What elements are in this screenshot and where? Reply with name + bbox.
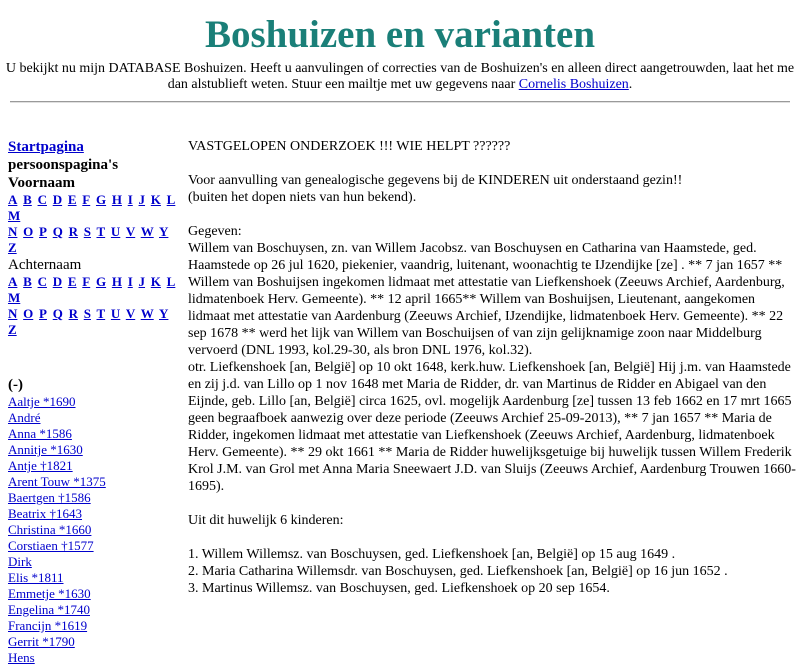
- person-link[interactable]: Beatrix †1643: [8, 506, 83, 521]
- person-link[interactable]: Francijn *1619: [8, 618, 88, 633]
- request-line-1: Voor aanvulling van genealogische gegevens bij de KINDEREN uit onderstaand gezin!!: [188, 173, 683, 188]
- achternaam-letter-t[interactable]: T: [96, 306, 106, 321]
- person-link[interactable]: Corstiaen †1577: [8, 538, 94, 553]
- voornaam-letter-i[interactable]: I: [127, 192, 133, 207]
- voornaam-letter-u[interactable]: U: [110, 224, 121, 239]
- voornaam-letter-n[interactable]: N: [8, 224, 18, 239]
- achternaam-letter-m[interactable]: M: [8, 290, 21, 305]
- voornaam-letter-k[interactable]: K: [150, 192, 161, 207]
- intro-suffix: .: [628, 77, 633, 92]
- person-link[interactable]: Arent Touw *1375: [8, 474, 106, 489]
- achternaam-letter-u[interactable]: U: [110, 306, 121, 321]
- main-content: [188, 138, 800, 597]
- achternaam-letter-y[interactable]: Y: [159, 306, 169, 321]
- voornaam-letter-v[interactable]: V: [125, 224, 136, 239]
- name-list: [8, 394, 183, 666]
- achternaam-letter-p[interactable]: P: [39, 306, 47, 321]
- person-link[interactable]: Emmetje *1630: [8, 586, 91, 601]
- voornaam-letter-z[interactable]: Z: [8, 240, 17, 255]
- achternaam-letter-b[interactable]: B: [23, 274, 32, 289]
- headline: VASTGELOPEN ONDERZOEK !!! WIE HELPT ??????: [188, 139, 511, 154]
- voornaam-letter-t[interactable]: T: [96, 224, 106, 239]
- voornaam-heading: Voornaam: [8, 175, 75, 191]
- persoonspagina-heading: persoonspagina's: [8, 157, 119, 173]
- voornaam-letters-row1: [8, 192, 183, 224]
- person-link[interactable]: Anna *1586: [8, 426, 72, 441]
- voornaam-letter-f[interactable]: F: [82, 192, 91, 207]
- person-link[interactable]: Elis *1811: [8, 570, 64, 585]
- achternaam-letter-q[interactable]: Q: [52, 306, 63, 321]
- person-link[interactable]: Hens: [8, 650, 35, 665]
- person-link[interactable]: Engelina *1740: [8, 602, 90, 617]
- sidebar: [8, 138, 183, 666]
- person-link[interactable]: Annitje *1630: [8, 442, 83, 457]
- person-link[interactable]: Aaltje *1690: [8, 394, 76, 409]
- achternaam-letter-e[interactable]: E: [67, 274, 77, 289]
- voornaam-letter-j[interactable]: J: [138, 192, 146, 207]
- person-link[interactable]: Christina *1660: [8, 522, 92, 537]
- achternaam-heading: Achternaam: [8, 257, 82, 273]
- voornaam-letter-p[interactable]: P: [39, 224, 47, 239]
- child-item: 1. Willem Willemsz. van Boschuysen, ged. Liefkenshoek [an, België] op 15 aug 1649 .: [188, 547, 676, 562]
- achternaam-letter-s[interactable]: S: [83, 306, 91, 321]
- voornaam-letter-y[interactable]: Y: [159, 224, 169, 239]
- person-link[interactable]: Gerrit *1790: [8, 634, 75, 649]
- voornaam-letter-o[interactable]: O: [23, 224, 34, 239]
- intro-prefix: U bekijkt nu mijn DATABASE Boshuizen. Heeft u aanvulingen of correcties van de Boshuizen's en alleen direct aangetrouwden, laat het me dan alstublieft weten. Stuur een mailtje met uw gegevens naar: [5, 61, 795, 92]
- person-link[interactable]: Antje †1821: [8, 458, 73, 473]
- achternaam-letter-h[interactable]: H: [111, 274, 122, 289]
- achternaam-letter-c[interactable]: C: [37, 274, 47, 289]
- achternaam-letter-j[interactable]: J: [138, 274, 146, 289]
- voornaam-letter-e[interactable]: E: [67, 192, 77, 207]
- voornaam-letters-row2: [8, 224, 183, 256]
- intro-text: [0, 61, 800, 93]
- voornaam-letter-s[interactable]: S: [83, 224, 91, 239]
- voornaam-letter-w[interactable]: W: [140, 224, 154, 239]
- horizontal-rule: [10, 101, 790, 103]
- achternaam-letter-v[interactable]: V: [125, 306, 136, 321]
- child-item: 3. Martinus Willemsz. van Boschuysen, ged. Liefkenshoek op 20 sep 1654.: [188, 581, 610, 596]
- achternaam-letters-row2: [8, 306, 183, 338]
- name-list-heading: (-): [8, 377, 23, 393]
- voornaam-letter-g[interactable]: G: [95, 192, 107, 207]
- voornaam-letter-c[interactable]: C: [37, 192, 47, 207]
- achternaam-letter-k[interactable]: K: [150, 274, 161, 289]
- otr-text: otr. Liefkenshoek [an, België] op 10 okt 1648, kerk.huw. Liefkenshoek [an, België] Hij j.m. van Haamstede en zij j.d. van Lillo op 1 nov 1648 met Maria de Ridder, dr. van Martinus de Ridder en Abigael van den Eijnde, geb. Lillo [an, België] circa 1625, ovl. mogelijk Aardenburg [ze] tussen 13 feb 1662 en 17 mrt 1665 geen begraafboek aanwezig over deze periode (Zeeuws Archief 25-09-2013), ** 7 jan 1657 ** Maria de Ridder, ingekomen lidmaat met attestatie van Liefkenshoek (Zeeuws Archief, Aardenburg, lidmatenboek Herv. Gemeente). ** 29 okt 1661 ** Maria de Ridder huwelijksgetuige bij huwelijk tussen Willem Frederik Krol J.M. van Grol met Anna Maria Sneewaert J.D. van Sluijs (Zeeuws Archief, Aardenburg Trouwen 1660-1695).: [188, 360, 796, 494]
- achternaam-letter-o[interactable]: O: [23, 306, 34, 321]
- achternaam-letter-w[interactable]: W: [140, 306, 154, 321]
- person-link[interactable]: Dirk: [8, 554, 32, 569]
- request-line-2: (buiten het dopen niets van hun bekend).: [188, 190, 417, 205]
- gegeven-label: Gegeven:: [188, 224, 242, 239]
- voornaam-letter-r[interactable]: R: [68, 224, 78, 239]
- achternaam-letter-z[interactable]: Z: [8, 322, 17, 337]
- voornaam-letter-m[interactable]: M: [8, 208, 21, 223]
- site-title: Boshuizen en varianten: [204, 13, 596, 56]
- child-item: 2. Maria Catharina Willemsdr. van Boschuysen, ged. Liefkenshoek [an, België] op 16 jun 1652 .: [188, 564, 728, 579]
- achternaam-letter-a[interactable]: A: [8, 274, 18, 289]
- person-link[interactable]: André: [8, 410, 41, 425]
- achternaam-letter-g[interactable]: G: [95, 274, 107, 289]
- achternaam-letter-r[interactable]: R: [68, 306, 78, 321]
- voornaam-letter-a[interactable]: A: [8, 192, 18, 207]
- voornaam-letter-q[interactable]: Q: [52, 224, 63, 239]
- achternaam-letters-row1: [8, 274, 183, 306]
- gegeven-text: Willem van Boschuysen, zn. van Willem Jacobsz. van Boschuysen en Catharina van Haamstede, ged. Haamstede op 26 jul 1620, piekenier, vaandrig, luitenant, woonachtig te IJzendijke [ze] . ** 7 jan 1657 ** Willem van Boshuijsen ingekomen lidmaat met attestatie van Liefkenshoek (Zeeuws Archief, Aardenburg, lidmatenboek Herv. Gemeente). ** 12 april 1665** Willem van Boshuijsen, Lieutenant, aangekomen lidmaat met attestatie van Aardenburg (Zeeuws Archief, IJzendijke, lidmatenboek Herv. Gemeente). ** 22 sep 1678 ** werd het lijk van Willem van Boschuijsen of van zijn gelijknamige zoon naar Middelburg vervoerd (DNL 1993, kol.29-30, als bron DNL 1976, kol.32).: [188, 241, 785, 358]
- achternaam-letter-i[interactable]: I: [127, 274, 133, 289]
- voornaam-letter-d[interactable]: D: [52, 192, 63, 207]
- voornaam-letter-l[interactable]: L: [166, 192, 176, 207]
- achternaam-letter-f[interactable]: F: [82, 274, 91, 289]
- voornaam-letter-b[interactable]: B: [23, 192, 32, 207]
- startpagina-link[interactable]: Startpagina: [8, 139, 84, 155]
- voornaam-letter-h[interactable]: H: [111, 192, 122, 207]
- achternaam-letter-l[interactable]: L: [166, 274, 176, 289]
- children-intro: Uit dit huwelijk 6 kinderen:: [188, 513, 344, 528]
- achternaam-letter-n[interactable]: N: [8, 306, 18, 321]
- contact-link[interactable]: Cornelis Boshuizen: [518, 77, 629, 92]
- achternaam-letter-d[interactable]: D: [52, 274, 63, 289]
- person-link[interactable]: Baertgen †1586: [8, 490, 91, 505]
